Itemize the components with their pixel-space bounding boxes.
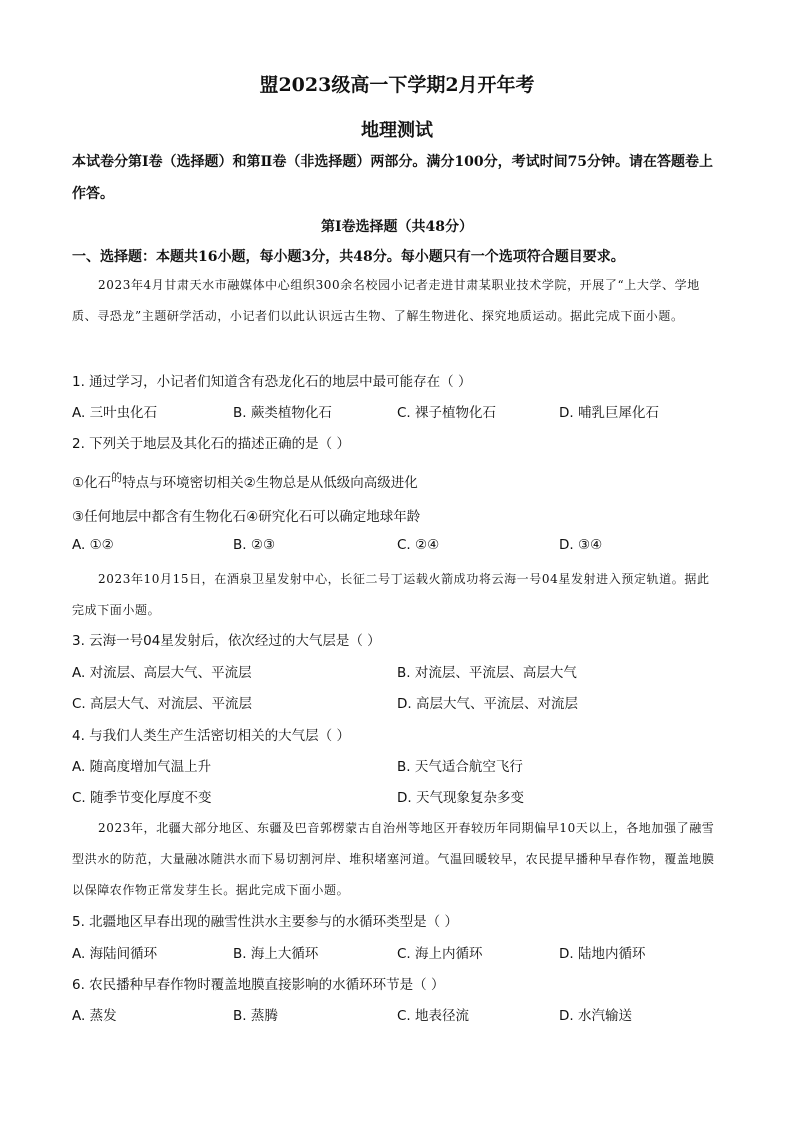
- question-5-option-a[interactable]: A. 海陆间循环: [72, 946, 158, 962]
- question-2-stem: 2. 下列关于地层及其化石的描述正确的是（ ）: [72, 436, 350, 452]
- section-title: 第Ⅰ卷选择题（共48分）: [320, 219, 474, 235]
- question-2-option-d[interactable]: D. ③④: [559, 537, 603, 553]
- question-6-option-d[interactable]: D. 水汽输送: [559, 1008, 632, 1024]
- passage-1: 2023年4月甘肃天水市融媒体中心组织300余名校园小记者走进甘肃某职业技术学院，开展了“上大学、学地质、寻恐龙”主题研学活动，小记者们以此认识远古生物、了解生物进化、探究地质运动。据此完成下面小题。: [72, 278, 700, 323]
- question-5-option-b[interactable]: B. 海上大循环: [233, 946, 319, 962]
- question-1-option-a[interactable]: A. 三叶虫化石: [72, 405, 158, 421]
- question-3-option-c[interactable]: C. 高层大气、对流层、平流层: [72, 696, 253, 712]
- question-3-stem: 3. 云海一号04星发射后，依次经过的大气层是（ ）: [72, 633, 381, 649]
- question-1-option-c[interactable]: C. 裸子植物化石: [397, 405, 497, 421]
- question-4-option-c[interactable]: C. 随季节变化厚度不变: [72, 790, 212, 806]
- statement-1-superscript: 的: [111, 471, 123, 484]
- question-1-option-d[interactable]: D. 哺乳巨犀化石: [559, 405, 659, 421]
- passage-3: 2023年，北疆大部分地区、东疆及巴音郭楞蒙古自治州等地区开春较历年同期偏早10天以上，各地加强了融雪型洪水的防范，大量融冰随洪水而下易切割河岸、堆积堵塞河道。气温回暖较早，农民提早播种早春作物，覆盖地膜以保障农作物正常发芽生长。据此完成下面小题。: [72, 821, 715, 897]
- exam-title: 盟2023级高一下学期2月开年考: [259, 74, 535, 96]
- question-4-option-a[interactable]: A. 随高度增加气温上升: [72, 759, 212, 775]
- question-3-option-a[interactable]: A. 对流层、高层大气、平流层: [72, 665, 252, 681]
- statement-1-part-b: 特点与环境密切相关②生物总是从低级向高级进化: [122, 475, 418, 491]
- question-5-stem: 5. 北疆地区早春出现的融雪性洪水主要参与的水循环类型是（ ）: [72, 914, 458, 930]
- question-1-stem: 1. 通过学习，小记者们知道含有恐龙化石的地层中最可能存在（ ）: [72, 374, 472, 390]
- passage-2: 2023年10月15日，在酒泉卫星发射中心，长征二号丁运载火箭成功将云海一号04星发射进入预定轨道。据此完成下面小题。: [72, 572, 710, 617]
- question-6-stem: 6. 农民播种早春作物时覆盖地膜直接影响的水循环环节是（ ）: [72, 977, 445, 993]
- question-4-stem: 4. 与我们人类生产生活密切相关的大气层（ ）: [72, 728, 350, 744]
- question-3-option-b[interactable]: B. 对流层、平流层、高层大气: [397, 665, 577, 681]
- exam-subject: 地理测试: [361, 120, 433, 141]
- question-2-statement-line-2: ③任何地层中都含有生物化石④研究化石可以确定地球年龄: [72, 509, 421, 525]
- question-6-option-c[interactable]: C. 地表径流: [397, 1008, 470, 1024]
- question-3-option-d[interactable]: D. 高层大气、平流层、对流层: [397, 696, 578, 712]
- question-2-option-b[interactable]: B. ②③: [233, 537, 276, 553]
- question-5-option-d[interactable]: D. 陆地内循环: [559, 946, 646, 962]
- question-2-option-c[interactable]: C. ②④: [397, 537, 440, 553]
- question-6-option-b[interactable]: B. 蒸腾: [233, 1008, 278, 1024]
- question-2-statement-line-1: [72, 471, 418, 491]
- question-6-option-a[interactable]: A. 蒸发: [72, 1008, 117, 1024]
- question-4-option-d[interactable]: D. 天气现象复杂多变: [397, 790, 524, 806]
- question-1-option-b[interactable]: B. 蕨类植物化石: [233, 405, 332, 421]
- part-heading: 一、选择题：本题共16小题，每小题3分，共48分。每小题只有一个选项符合题目要求。: [72, 249, 625, 265]
- statement-1-part-a: ①化石: [72, 475, 112, 491]
- question-5-option-c[interactable]: C. 海上内循环: [397, 946, 483, 962]
- question-4-option-b[interactable]: B. 天气适合航空飞行: [397, 759, 523, 775]
- exam-instructions: 本试卷分第Ⅰ卷（选择题）和第Ⅱ卷（非选择题）两部分。满分100分，考试时间75分钟。请在答题卷上作答。: [72, 154, 714, 202]
- question-2-option-a[interactable]: A. ①②: [72, 537, 114, 553]
